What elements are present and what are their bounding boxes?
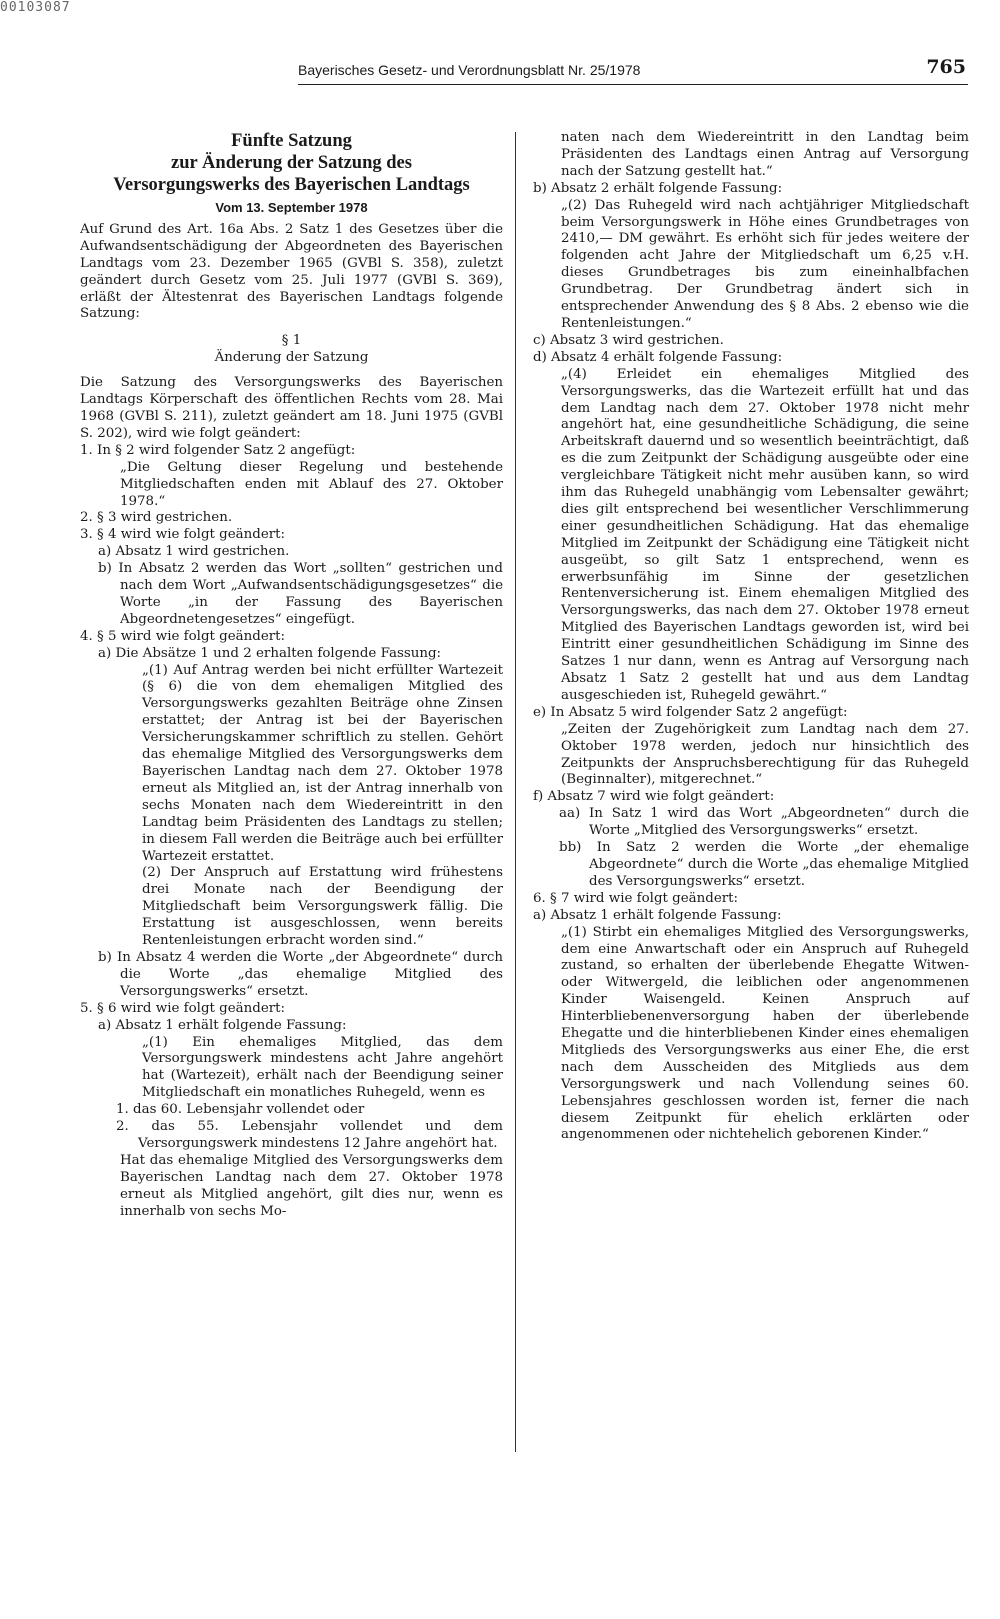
column-divider [515,132,516,1452]
item-2: 2. § 3 wird gestrichen. [80,510,233,526]
title-line-3: Versorgungswerks des Bayerischen Landtags [113,175,470,195]
section-number: § 1 [281,333,302,349]
section-heading: Änderung der Satzung [214,350,369,366]
item-4a: a) Die Absätze 1 und 2 erhalten folgende Fassung: [98,645,442,661]
item-5f-aa: aa) In Satz 1 wird das Wort „Abgeordneten“ durch die Worte „Mitglied des Versorgungswerks“ ersetzt. [559,806,969,839]
item-3: 3. § 4 wird wie folgt geändert: [80,527,286,543]
item-5c: c) Absatz 3 wird gestrichen. [533,332,724,348]
page-header [298,58,968,85]
item-5d-quote: „(4) Erleidet ein ehemaliges Mitglied des Versorgungswerks, das die Wartezeit erfüllt hat und das dem Landtag nach dem 27. Oktober 1978 nicht mehr angehört hat, eine gesundheitliche Schädigung, die seine Arbeitskraft dauernd und so wesentlich beeinträchtigt, daß es die zum Zeitpunkt der Schädigung ausgeübte oder eine vergleichbare Tätigkeit nicht mehr ausüben kann, so wird ihm das Ruhegeld unabhängig vom Lebensalter gewährt; dies gilt entsprechend bei wesentlicher Verschlimmerung einer gesundheitlichen Schädigung. Hat das ehemalige Mitglied im Zeitpunkt der Schädigung eine Tätigkeit nicht ausgeübt, so gilt Satz 1 entsprechend, wenn es erwerbsunfähig im Sinne der gesetzlichen Rentenversicherung ist. Einem ehemaligen Mitglied des Versorgungswerks, das nach dem 27. Oktober 1978 erneut Mitglied des Bayerischen Landtags geworden ist, wird bei Eintritt einer gesundheitlichen Schädigung im Sinne des Satzes 1 nur dann, wenn es Antrag auf Versorgung nach Absatz 1 Satz 2 gestellt hat und aus dem Landtag ausgeschieden ist, Ruhegeld gewährt.“ [561,366,969,703]
item-4a-quote-1: „(1) Auf Antrag werden bei nicht erfüllter Wartezeit (§ 6) die von dem ehemaligen Mitglied des Versorgungswerks gezahlten Beiträge ohne Zinsen erstattet; der Antrag ist bei der Bayerischen Versicherungskammer schriftlich zu stellen. Gehört das ehemalige Mitglied des Versorgungswerks dem Bayerischen Landtag nach dem 27. Oktober 1978 erneut als Mitglied an, ist der Antrag innerhalb von sechs Monaten nach dem Wiedereintritt in den Landtag beim Präsidenten des Landtags zu stellen; in diesem Fall werden die Beiträge auch bei erfüllter Wartezeit erstattet. [142,662,503,864]
item-5a-quote: „(1) Ein ehemaliges Mitglied, das dem Versorgungswerk mindestens acht Jahre angehört hat (Wartezeit), erhält nach der Beendigung seiner Mitgliedschaft ein monatliches Ruhegeld, wenn es [142,1034,503,1101]
item-5b-quote: „(2) Das Ruhegeld wird nach achtjähriger Mitgliedschaft beim Versorgungswerk in Höhe eines Grundbetrages von 2410,— DM gewährt. Es erhöht sich für jedes weitere der folgenden acht Jahre der Mitgliedschaft um 6,25 v.H. dieses Grundbetrages bis zum eineinhalbfachen Grundbetrag. Der Grundbetrag ändert sich in entsprechender Anwendung des § 8 Abs. 2 ebenso wie die Rentenleistungen.“ [561,197,969,331]
item-5a: a) Absatz 1 erhält folgende Fassung: [98,1017,347,1033]
item-5e: e) In Absatz 5 wird folgender Satz 2 angefügt: [533,704,848,720]
item-1-quote: „Die Geltung dieser Regelung und bestehende Mitgliedschaften enden mit Ablauf des 27. Oktober 1978.“ [120,459,503,509]
item-5: 5. § 6 wird wie folgt geändert: [80,1000,286,1016]
amendment-intro: Die Satzung des Versorgungswerks des Bayerischen Landtags Körperschaft des öffentlichen Rechts vom 28. Mai 1968 (GVBl S. 211), zuletzt geändert am 18. Juni 1975 (GVBl S. 202), wird wie folgt geändert: [80,375,503,441]
item-1: 1. In § 2 wird folgender Satz 2 angefügt: [80,442,356,458]
item-6: 6. § 7 wird wie folgt geändert: [533,890,739,906]
document-title [80,130,503,217]
item-4b: b) In Absatz 4 werden die Worte „der Abgeordnete“ durch die Worte „das ehemalige Mitglied des Versorgungswerks“ ersetzt. [98,949,503,999]
item-4a-quote-2: (2) Der Anspruch auf Erstattung wird frühestens drei Monate nach der Beendigung der Mitgliedschaft beim Versorgungswerk fällig. Die Erstattung ist ausgeschlossen, wenn bereits Rentenleistungen erbracht worden sind.“ [142,865,503,949]
item-6a-quote: „(1) Stirbt ein ehemaliges Mitglied des Versorgungswerks, dem eine Anwartschaft oder ein Anspruch auf Ruhegeld zustand, so erhalten der überlebende Ehegatte Witwen- oder Witwergeld, die leiblichen oder angenommenen Kinder Waisengeld. Keinen Anspruch auf Hinterbliebenenversorgung haben der überlebende Ehegatte und die hinterbliebenen Kinder eines ehemaligen Mitglieds des Versorgungswerks aus einer Ehe, die erst nach dem Ausscheiden des Mitglieds aus dem Versorgungswerk und nach Vollendung seines 60. Lebensjahres geschlossen worden ist, ferner die nach diesem Zeitpunkt für ehelich erklärten oder angenommenen oder nichtehelich geborenen Kinder.“ [561,924,969,1143]
item-5d: d) Absatz 4 erhält folgende Fassung: [533,349,783,365]
item-5a-2: 2. das 55. Lebensjahr vollendet und dem Versorgungswerk mindestens 12 Jahre angehört hat. [116,1119,503,1151]
running-title: Bayerisches Gesetz- und Verordnungsblatt Nr. 25/1978 [298,62,641,78]
archive-number: 00103087 [0,0,71,15]
item-5b: b) Absatz 2 erhält folgende Fassung: [533,180,783,196]
item-5a-quote-end: naten nach dem Wiedereintritt in den Landtag beim Präsidenten des Landtags einen Antrag auf Versorgung nach der Satzung gestellt hat.“ [561,130,969,179]
item-5a-continued: Hat das ehemalige Mitglied des Versorgungswerks dem Bayerischen Landtag nach dem 27. Oktober 1978 erneut als Mitglied angehört, gilt dies nur, wenn es innerhalb von sechs Mo- [120,1152,503,1219]
item-5e-quote: „Zeiten der Zugehörigkeit zum Landtag nach dem 27. Oktober 1978 werden, jedoch nur hinsichtlich des Zeitpunkts der Anspruchsberechtigung für das Ruhegeld (Beginnalter), mitgerechnet.“ [561,721,969,788]
item-4: 4. § 5 wird wie folgt geändert: [80,628,286,644]
right-column [533,130,969,1144]
item-6a: a) Absatz 1 erhält folgende Fassung: [533,907,782,923]
title-line-1: Fünfte Satzung [231,131,352,151]
item-5a-1: 1. das 60. Lebensjahr vollendet oder [116,1102,365,1118]
item-5f-bb: bb) In Satz 2 werden die Worte „der ehemalige Abgeordnete“ durch die Worte „das ehemalige Mitglied des Versorgungswerks“ ersetzt. [559,840,969,889]
document-date: Vom 13. September 1978 [215,200,368,215]
page-number: 765 [926,56,966,78]
preamble: Auf Grund des Art. 16a Abs. 2 Satz 1 des Gesetzes über die Aufwandsentschädigung der Abgeordneten des Bayerischen Landtags vom 23. Dezember 1965 (GVBl S. 358), zuletzt geändert durch Gesetz vom 25. Juli 1977 (GVBl S. 369), erläßt der Ältestenrat des Bayerischen Landtags folgende Satzung: [80,221,503,322]
item-3a: a) Absatz 1 wird gestrichen. [98,544,290,560]
item-5f: f) Absatz 7 wird wie folgt geändert: [533,789,775,805]
item-3b: b) In Absatz 2 werden das Wort „sollten“ gestrichen und nach dem Wort „Aufwandsentschädigungsgesetzes“ die Worte „in der Fassung des Bayerischen Abgeordnetengesetzes“ eingefügt. [98,561,503,627]
left-column [80,130,503,1220]
title-line-2: zur Änderung der Satzung des [171,153,412,173]
